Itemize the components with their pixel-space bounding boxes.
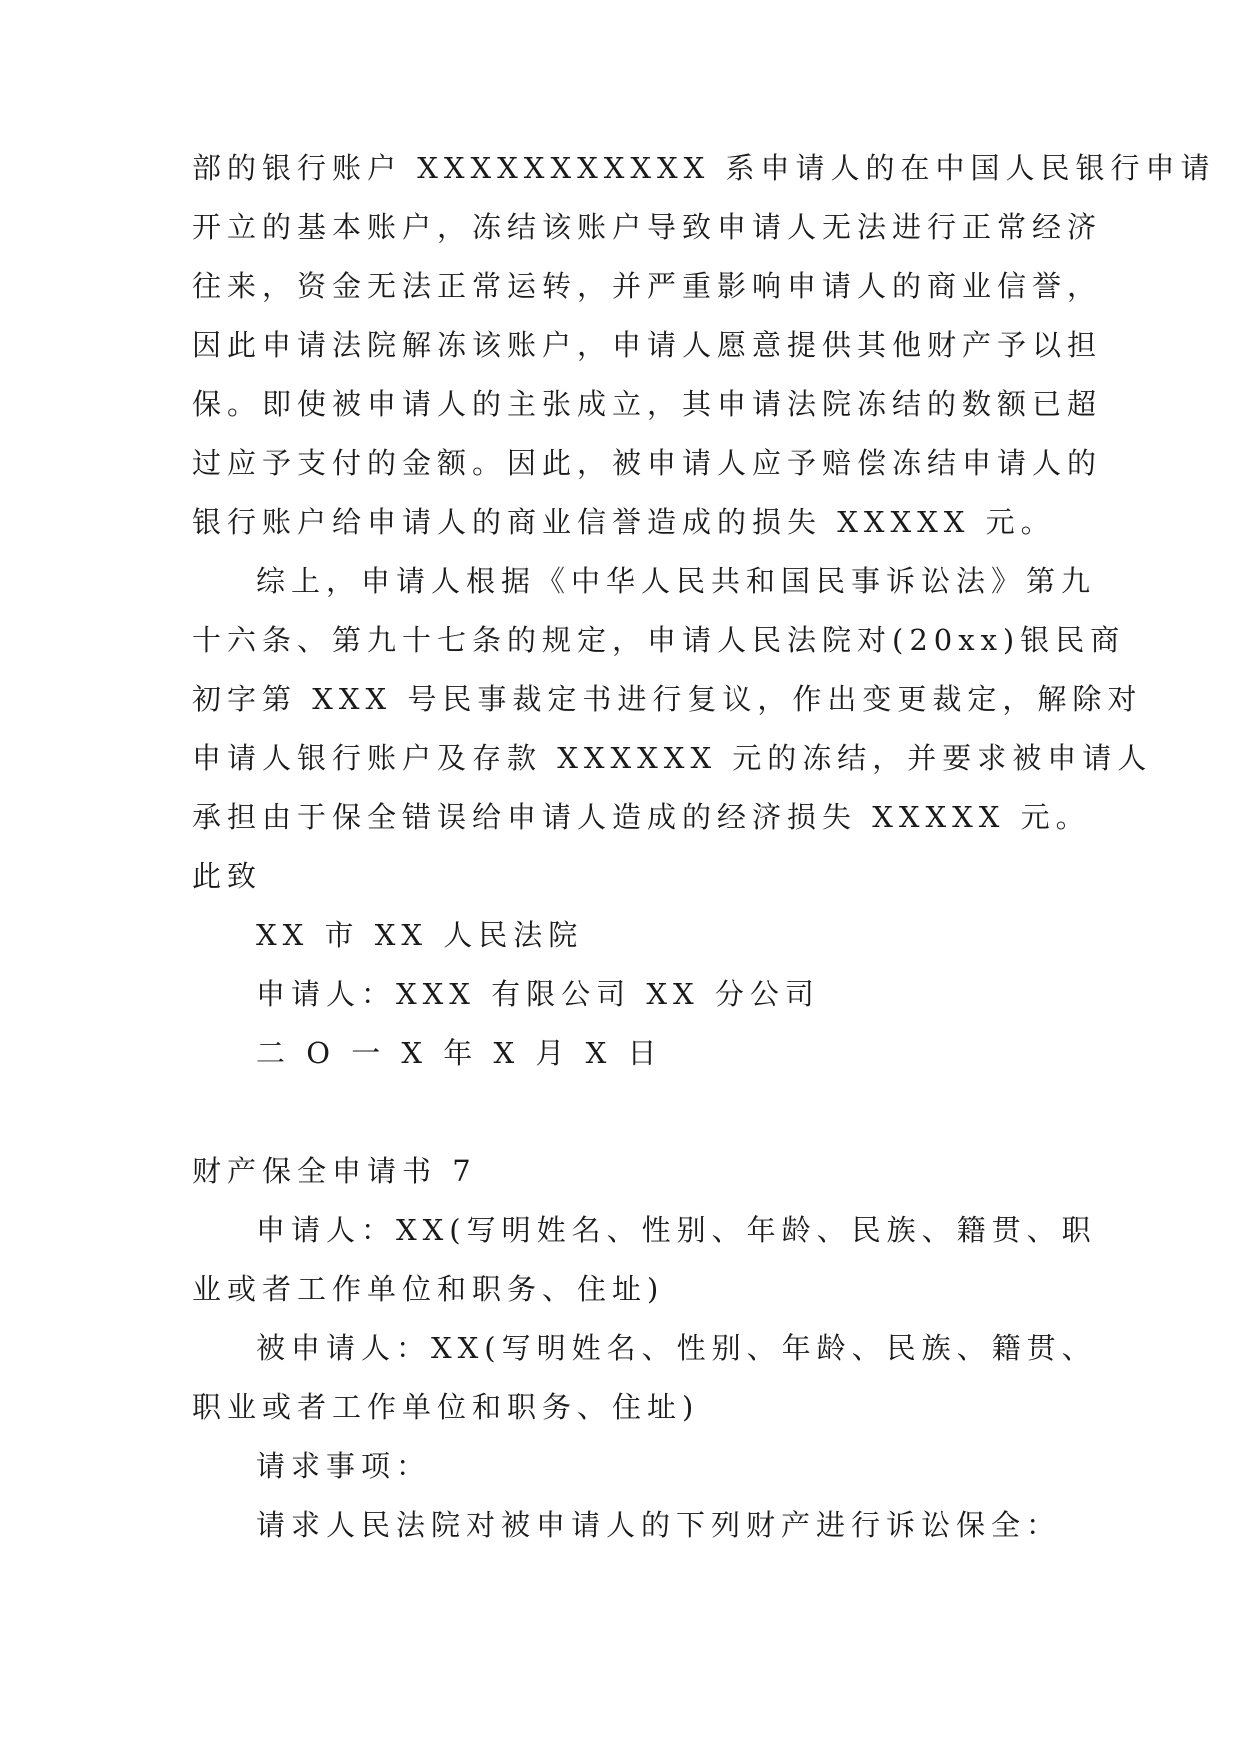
paragraph-line: 初字第 XXX 号民事裁定书进行复议，作出变更裁定，解除对 [192, 682, 1143, 716]
paragraph-line: 因此申请法院解冻该账户，申请人愿意提供其他财产予以担 [192, 328, 1103, 362]
applicant-signature: 申请人：XXX 有限公司 XX 分公司 [256, 977, 820, 1011]
paragraph-line: 过应予支付的金额。因此，被申请人应予赔偿冻结申请人的 [192, 446, 1103, 480]
document-date: 二 O 一 X 年 X 月 X 日 [256, 1036, 663, 1070]
paragraph-line: 被申请人：XX(写明姓名、性别、年龄、民族、籍贯、 [256, 1331, 1097, 1365]
paragraph-line: 承担由于保全错误给申请人造成的经济损失 XXXXX 元。 [192, 800, 1091, 834]
paragraph-line: 十六条、第九十七条的规定，申请人民法院对(20xx)银民商 [192, 623, 1126, 657]
recipient-court: XX 市 XX 人民法院 [256, 918, 584, 952]
paragraph-line: 综上，申请人根据《中华人民共和国民事诉讼法》第九 [256, 564, 1097, 598]
salutation: 此致 [192, 859, 263, 893]
requests-heading: 请求事项： [256, 1449, 432, 1483]
paragraph-line: 请求人民法院对被申请人的下列财产进行诉讼保全： [256, 1508, 1062, 1542]
paragraph-line: 业或者工作单位和职务、住址) [192, 1272, 665, 1306]
paragraph-line: 往来，资金无法正常运转，并严重影响申请人的商业信誉， [192, 269, 1103, 303]
paragraph-line: 银行账户给申请人的商业信誉造成的损失 XXXXX 元。 [192, 505, 1056, 539]
paragraph-line: 开立的基本账户，冻结该账户导致申请人无法进行正常经济 [192, 210, 1103, 244]
paragraph-line: 申请人银行账户及存款 XXXXXX 元的冻结，并要求被申请人 [192, 741, 1153, 775]
paragraph-line: 部的银行账户 XXXXXXXXXXX 系申请人的在中国人民银行申请 [192, 151, 1216, 185]
section-title: 财产保全申请书 7 [192, 1154, 477, 1188]
paragraph-line: 保。即使被申请人的主张成立，其申请法院冻结的数额已超 [192, 387, 1103, 421]
paragraph-line: 申请人：XX(写明姓名、性别、年龄、民族、籍贯、职 [256, 1213, 1097, 1247]
paragraph-line: 职业或者工作单位和职务、住址) [192, 1390, 700, 1424]
